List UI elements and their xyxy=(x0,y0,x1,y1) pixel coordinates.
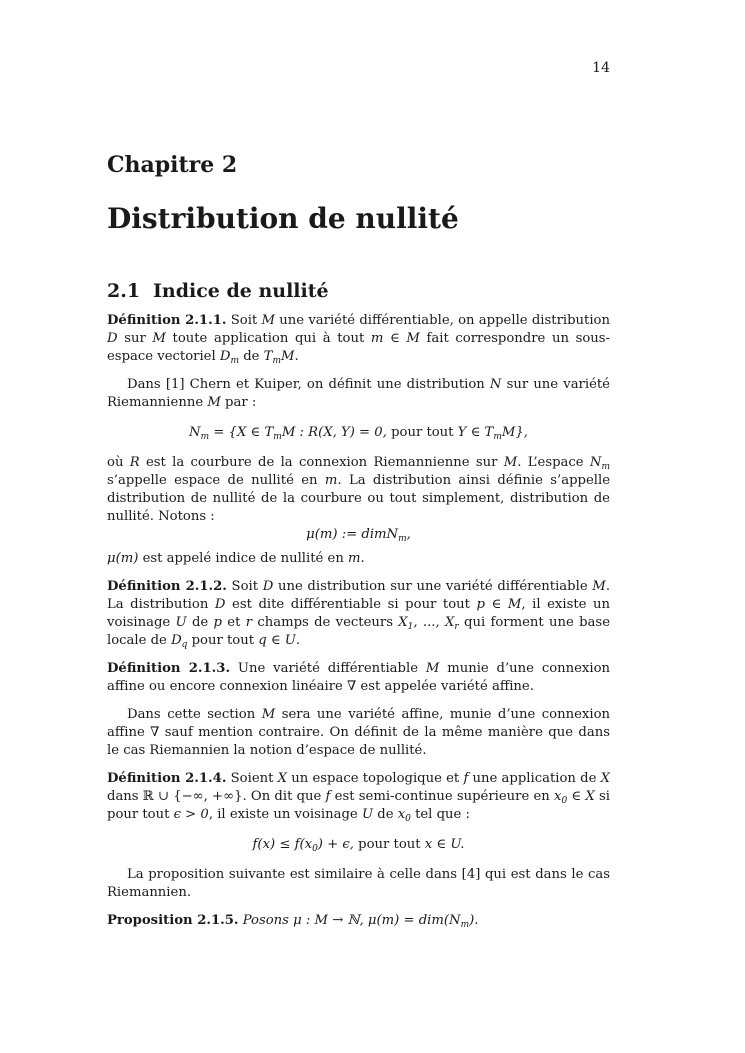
paragraph-curvature xyxy=(107,454,610,526)
proposition-2-1-5 xyxy=(107,912,610,930)
math: M xyxy=(261,313,276,328)
math-subscript: m xyxy=(200,432,210,442)
text: . La distribution ainsi définie s’appelle distribution de nullité de la courbure ou tout simplement, distribution de nullité. Notons : xyxy=(107,473,610,524)
math: U xyxy=(175,615,187,630)
text: et xyxy=(221,615,246,630)
text: une variété différentiable, on appelle distribution xyxy=(275,313,610,328)
math: M xyxy=(261,707,276,722)
equation-upper-semicontinuity xyxy=(107,836,610,854)
chapter-title: Distribution de nullité xyxy=(107,202,459,235)
text: sur xyxy=(117,331,153,346)
proposition-label: Proposition 2.1.5. xyxy=(107,913,239,928)
page-content xyxy=(107,150,610,930)
definition-label: Définition 2.1.4. xyxy=(107,771,227,786)
text: sera une variété affine, munie d’une connexion affine ∇ sauf mention contraire. On définit de la même manière que dans le cas Riemannien la notion d’espace de nullité. xyxy=(107,707,610,758)
math: μ(m) xyxy=(107,551,139,566)
text: s’appelle espace de nullité en xyxy=(107,473,325,488)
math: D xyxy=(214,597,226,612)
chapter-label: Chapitre 2 xyxy=(107,152,238,178)
text: Soit xyxy=(226,579,263,594)
text: , il existe un voisinage xyxy=(208,807,362,822)
section-title: Indice de nullité xyxy=(153,280,329,302)
definition-label: Définition 2.1.2. xyxy=(107,579,227,594)
text: par : xyxy=(220,395,257,410)
text: Une variété différentiable xyxy=(230,661,426,676)
math: m ∈ M xyxy=(370,331,420,346)
text: une application de xyxy=(468,771,601,786)
equation-nullity-space xyxy=(107,424,610,442)
math-subscript: m xyxy=(601,462,611,472)
math-subscript: 1 xyxy=(407,622,414,632)
math: U xyxy=(361,807,374,822)
math: M xyxy=(280,349,295,364)
text: tel que : xyxy=(410,807,470,822)
text: de xyxy=(239,349,264,364)
text: , il existe un voisinage xyxy=(107,597,611,630)
math: M xyxy=(592,579,606,594)
math: D xyxy=(262,579,274,594)
text: sur une variété Riemannienne xyxy=(107,377,610,410)
math: f(x) ≤ f(x xyxy=(252,837,313,852)
math: μ : M → ℕ, μ(m) = dim(N xyxy=(293,913,461,928)
math: T xyxy=(263,349,273,364)
text: toute application qui à tout xyxy=(165,331,371,346)
text: est dite différentiable si pour tout xyxy=(225,597,477,612)
math: ). xyxy=(469,913,479,928)
math: r xyxy=(245,615,253,630)
math: D xyxy=(219,349,231,364)
text: un espace topologique et xyxy=(287,771,464,786)
paragraph-chern-kuiper xyxy=(107,376,610,412)
text: est appelé indice de nullité en xyxy=(138,551,349,566)
paragraph-affine-section xyxy=(107,706,610,760)
text: La proposition suivante est similaire à celle dans [4] qui est dans le cas Riemannien. xyxy=(107,867,610,900)
text: une distribution sur une variété différentiable xyxy=(273,579,593,594)
math: N xyxy=(589,455,602,470)
math-subscript: m xyxy=(273,432,282,442)
math-subscript: 0 xyxy=(405,814,411,824)
text: pour tout xyxy=(353,837,425,852)
math: M xyxy=(425,661,440,676)
math: R xyxy=(129,455,140,470)
math: X xyxy=(398,615,408,630)
math: f xyxy=(463,771,469,786)
text: de xyxy=(373,807,398,822)
math-subscript: q xyxy=(181,640,188,650)
text: champs de vecteurs xyxy=(252,615,399,630)
math: M}, xyxy=(501,425,528,440)
math: D xyxy=(171,633,182,648)
math: N xyxy=(189,425,201,440)
math: x ∈ U. xyxy=(424,837,465,852)
math-subscript: 0 xyxy=(561,796,568,806)
definition-2-1-2 xyxy=(107,578,610,650)
math: M xyxy=(503,455,518,470)
text: Soit xyxy=(226,313,262,328)
math: ) + ϵ, xyxy=(317,837,354,852)
math: M xyxy=(207,395,221,410)
text: est semi-continue supérieure en xyxy=(330,789,555,804)
text: pour tout xyxy=(386,425,458,440)
text: munie d’une connexion affine ou encore connexion linéaire ∇ est appelée variété affine. xyxy=(107,661,611,694)
text: . xyxy=(295,633,301,648)
math: μ(m) := dimN xyxy=(306,527,399,542)
math: N xyxy=(489,377,502,392)
math-subscript: m xyxy=(272,356,281,366)
math: D xyxy=(107,331,118,346)
math: M xyxy=(152,331,166,346)
text: si pour tout xyxy=(107,789,610,822)
math: m xyxy=(324,473,338,488)
text: pour tout xyxy=(187,633,259,648)
definition-2-1-1 xyxy=(107,312,610,366)
math: x xyxy=(554,789,562,804)
text: . La distribution xyxy=(107,579,611,612)
text: fait correspondre un sous-espace vectoriel xyxy=(107,331,611,364)
math: ϵ > 0 xyxy=(173,807,209,822)
text: . L’espace xyxy=(517,455,590,470)
math: q ∈ U xyxy=(258,633,296,648)
text: est la courbure de la connexion Riemannienne sur xyxy=(139,455,504,470)
math: f xyxy=(325,789,331,804)
text: qui forment une base locale de xyxy=(107,615,610,648)
text: . xyxy=(294,349,299,364)
math-subscript: 0 xyxy=(312,844,318,854)
text: où xyxy=(107,455,130,470)
definition-label: Définition 2.1.3. xyxy=(107,661,231,676)
section-heading xyxy=(107,278,610,304)
math: X xyxy=(600,771,610,786)
math: ∈ X xyxy=(567,789,595,804)
text: dans ℝ ∪ {−∞, +∞}. On dit que xyxy=(107,789,326,804)
math: p ∈ M xyxy=(476,597,522,612)
text: Soient xyxy=(226,771,278,786)
math: m xyxy=(348,551,361,566)
text: Posons xyxy=(238,913,294,928)
math: x xyxy=(397,807,406,822)
text: Dans cette section xyxy=(127,707,262,722)
text: . xyxy=(360,551,365,566)
math-subscript: m xyxy=(230,356,239,366)
math: , ..., X xyxy=(413,615,455,630)
equation-nullity-index xyxy=(107,526,610,544)
math-subscript: m xyxy=(398,534,407,544)
math: p xyxy=(213,615,222,630)
definition-2-1-3 xyxy=(107,660,610,696)
math: , xyxy=(406,527,411,542)
definition-2-1-4 xyxy=(107,770,610,824)
math: = {X ∈ T xyxy=(209,425,274,440)
definition-label: Définition 2.1.1. xyxy=(107,313,227,328)
paragraph-nullity-index xyxy=(107,550,610,568)
text: de xyxy=(186,615,214,630)
math: Y ∈ T xyxy=(457,425,494,440)
text: Dans [1] Chern et Kuiper, on définit une distribution xyxy=(127,377,490,392)
paragraph-proposition-intro xyxy=(107,866,610,902)
math-subscript: m xyxy=(493,432,502,442)
math-subscript: m xyxy=(460,920,470,930)
math-subscript: r xyxy=(454,622,459,632)
section-number: 2.1 xyxy=(107,280,141,302)
math: X xyxy=(277,771,288,786)
page-number: 14 xyxy=(592,60,610,76)
math: M : R(X, Y) = 0, xyxy=(281,425,387,440)
